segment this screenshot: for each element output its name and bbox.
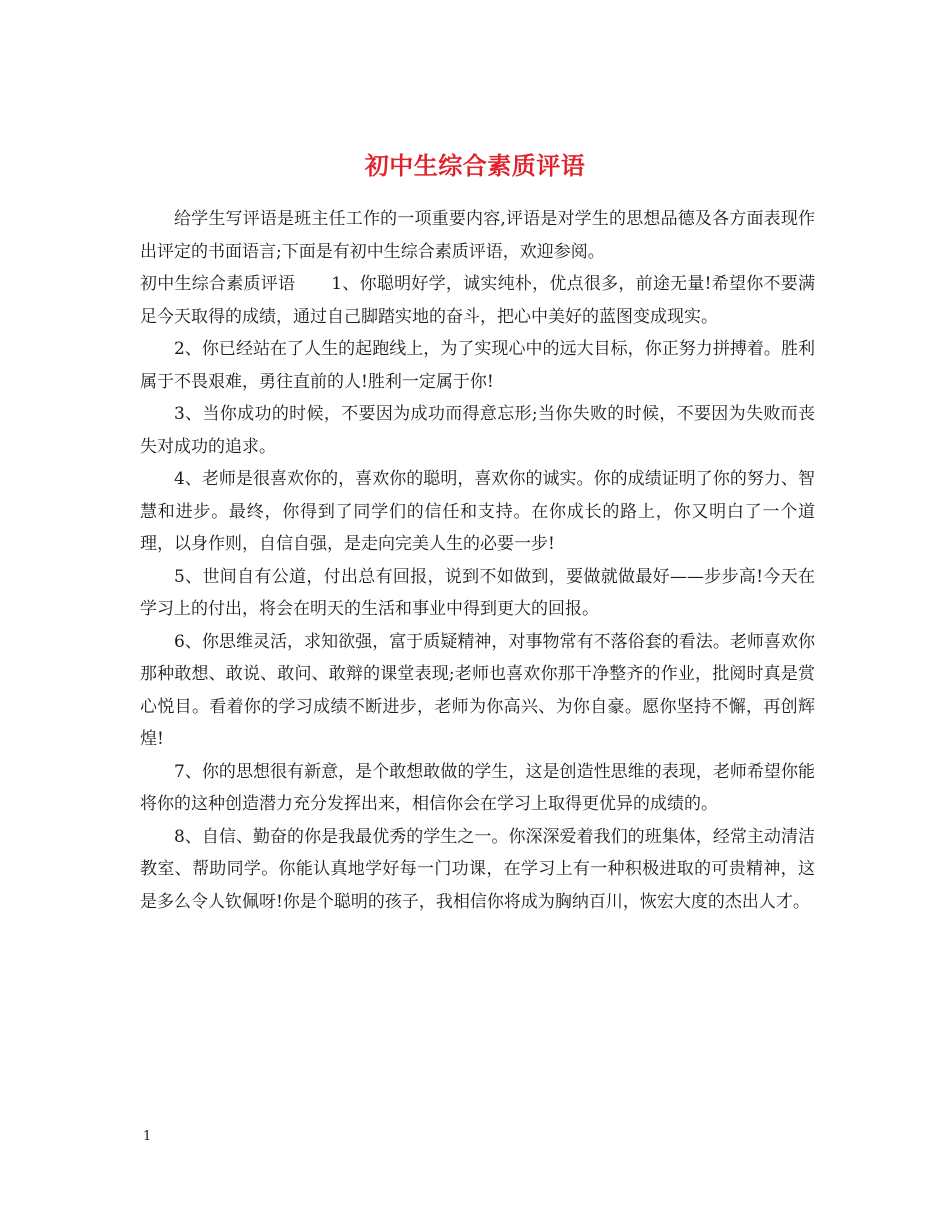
document-title: 初中生综合素质评语 bbox=[364, 151, 586, 181]
paragraph-6: 6、你思维灵活，求知欲强，富于质疑精神，对事物常有不落俗套的看法。老师喜欢你那种敢想、敢说、敢问、敢辩的课堂表现;老师也喜欢你那干净整齐的作业，批阅时真是赏心悦目。看着你的学习成绩不断进步，老师为你高兴、为你自豪。愿你坚持不懈，再创辉煌! bbox=[140, 631, 815, 749]
paragraph-1-text: 1、你聪明好学，诚实纯朴，优点很多，前途无量!希望你不要满足今天取得的成绩，通过自己脚踏实地的奋斗，把心中美好的蓝图变成现实。 bbox=[140, 274, 815, 327]
paragraph-4: 4、老师是很喜欢你的，喜欢你的聪明，喜欢你的诚实。你的成绩证明了你的努力、智慧和进步。最终，你得到了同学们的信任和支持。在你成长的路上，你又明白了一个道理，以身作则，自信自强，是走向完美人生的必要一步! bbox=[140, 469, 815, 554]
paragraph-3: 3、当你成功的时候，不要因为成功而得意忘形;当你失败的时候，不要因为失败而丧失对成功的追求。 bbox=[140, 404, 815, 457]
paragraph-1 bbox=[140, 268, 815, 333]
section-label: 初中生综合素质评语 bbox=[140, 274, 296, 294]
intro-paragraph: 给学生写评语是班主任工作的一项重要内容,评语是对学生的思想品德及各方面表现作出评定的书面语言;下面是有初中生综合素质评语，欢迎参阅。 bbox=[140, 209, 815, 262]
page-number: 1 bbox=[143, 1129, 152, 1144]
paragraph-5: 5、世间自有公道，付出总有回报，说到不如做到，要做就做最好——步步高!今天在学习上的付出，将会在明天的生活和事业中得到更大的回报。 bbox=[140, 566, 815, 619]
paragraph-2: 2、你已经站在了人生的起跑线上，为了实现心中的远大目标，你正努力拼搏着。胜利属于不畏艰难，勇往直前的人!胜利一定属于你! bbox=[140, 339, 815, 392]
paragraph-7: 7、你的思想很有新意，是个敢想敢做的学生，这是创造性思维的表现，老师希望你能将你的这种创造潜力充分发挥出来，相信你会在学习上取得更优异的成绩的。 bbox=[140, 761, 815, 814]
paragraph-8: 8、自信、勤奋的你是我最优秀的学生之一。你深深爱着我们的班集体，经常主动清洁教室、帮助同学。你能认真地学好每一门功课，在学习上有一种积极进取的可贵精神，这是多么令人钦佩呀!你是个聪明的孩子，我相信你将成为胸纳百川，恢宏大度的杰出人才。 bbox=[140, 826, 815, 912]
document-body bbox=[140, 203, 815, 918]
